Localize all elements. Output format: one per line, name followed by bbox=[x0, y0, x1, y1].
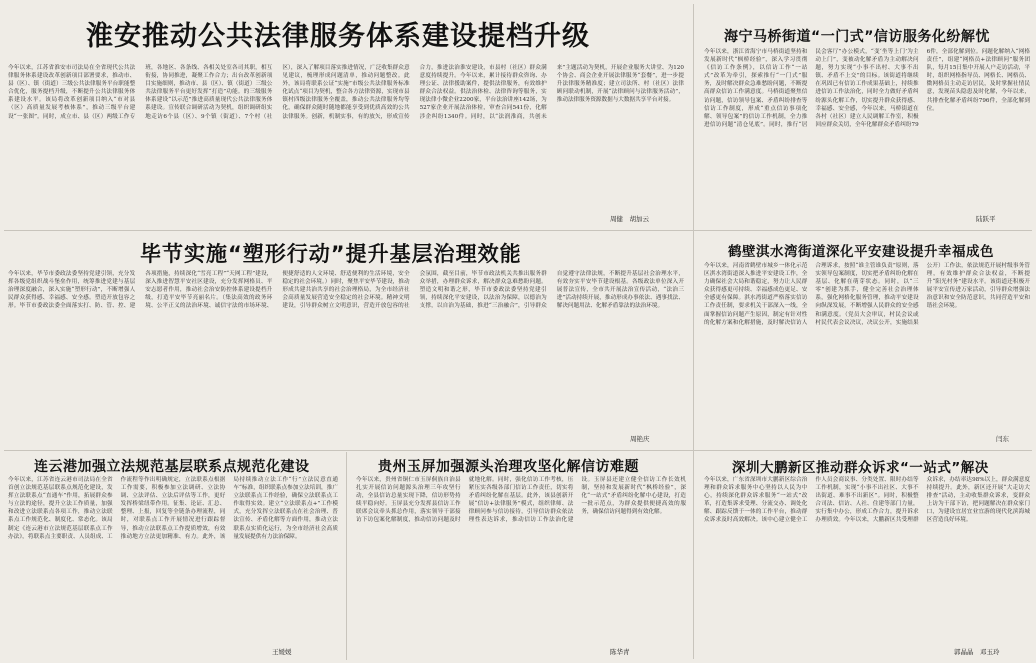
headline-huaian: 淮安推动公共法律服务体系建设提档升级 bbox=[86, 21, 590, 52]
headline-hebi: 鹤壁淇水湾街道深化平安建设提升幸福成色 bbox=[728, 244, 994, 260]
article-lianyungang bbox=[0, 450, 344, 663]
headline-dapeng: 深圳大鹏新区推动群众诉求“一站式”解决 bbox=[732, 460, 989, 476]
article-bijie bbox=[0, 230, 690, 450]
byline-bijie: 周艳庆 bbox=[630, 435, 650, 443]
article-huaian bbox=[0, 0, 690, 230]
headline-bijie: 毕节实施“塑形行动”提升基层治理效能 bbox=[140, 242, 522, 266]
byline-haining: 陆跃平 bbox=[976, 215, 996, 223]
byline-dapeng: 郭晶晶 邓玉玲 bbox=[954, 648, 1000, 656]
headline-haining: 海宁马桥街道“一门式”信访服务化纷解忧 bbox=[724, 29, 990, 45]
article-dapeng bbox=[696, 450, 1036, 663]
body-lianyungang: 今年以来，江苏省连云港市司法局在全省首创立法规范基层联系点规范化建设，发挥立法联系点“直通车”作用，拓展群众参与立法的途径，提升立法工作质量，加强和改进立法联系点各项工作，推动立法联系点工作规范化、制度化、常态化。该局制定《连云港市立法规范基层联系点工作办法》，将联系点主要职责、人员组成、工作流程等作出明确规定，立法联系点根据工作需要，积极参加立法调研、立法协调、立法评估、立法后评估等工作，更好发挥桥梁纽带作用。征集、论证、汇总、整理、上报，回复等全链条办理流程，同时，对联系点工作开展情况进行跟踪督导，推动立法联系点工作提质增效，有效推动地方立法更加精准、有力。此外，该局持续推动立法工作“行”立法民意直通车“标准，组织联系点参加立法培训，推广立法联系点工作经验，确保立法联系点工作取得实效。建立“立法联系点+”工作模式，充分发挥立法联系点在社会治理、普法宣传、矛盾化解等方面作用，推动立法联系点实质化运行，为全市经济社会高质量发展提供有力法治保障。 bbox=[8, 477, 338, 540]
byline-yuping: 陈华青 bbox=[610, 648, 630, 656]
body-haining: 今年以来，浙江省海宁市马桥街道坚持和发展新时代“枫桥经验”，深入学习贯彻《信访工作条例》，以信访工作“一站式”改革为牵引，探索推行“一门式”服务，及时解决群众急难愁盼问题，不断提高群众信访工作满意度。马桥街道聚焦信访问题，信访领导包案、矛盾纠纷排查等信访工作制度，形成“重点信访事项化解、领导包案”的信访工作机制，全力推进信访问题“清仓见底”。同时，推行“居民会客厅”办公模式，“变‘坐等上门’为主动上门”，变被动化解矛盾为主动解决问题，努力实现“小事不出村、大事不出镇、矛盾不上交”的目标。该街道将继续在巩固已有信访工作成果基础上，持续推进信访工作法治化，同时全力做好矛盾纠纷源头化解工作，切实提升群众获得感、幸福感、安全感，今年以来，马桥街道在各村（社区）建立人民调解工作室，积极回应群众关切，全年化解群众矛盾纠纷796件，全部化解到位。问题化解纳入“网格责任”，组建“网格员+法律顾问”服务团队，每月15日集中开展人户走访活动，平时，组织网格指导员、网格长、网格员、微网格员主动走访居民，及时掌握社情民意，发现苗头隐患及时化解，今年以来，共排查化解矛盾纠纷796件，全部化解到位。 bbox=[704, 49, 1030, 128]
column-divider bbox=[346, 452, 347, 660]
article-haining bbox=[696, 0, 1036, 230]
column-divider bbox=[693, 4, 694, 659]
body-yuping: 今年以来，贵州省铜仁市玉屏侗族自治县扎实开展信访问题源头治理三年攻坚行动，全县信访总量实现下降，信访形势持续平稳向好。玉屏县充分发挥县信访工作联席会议牵头抓总作用，落实领导干部接访下访包案化解制度，推动信访问题及时就地化解。同时，强化信访工作考核，压紧压实各级各部门信访工作责任，切实将矛盾纠纷化解在基层。此外，该县创新开展“信访+法律服务”模式，组织律师、法律顾问参与信访接待，引导信访群众依法理性表达诉求，推动信访工作法治化建设。玉屏县还建立健全信访工作长效机制，坚持和发展新时代“枫桥经验”，深化“一站式”矛盾纠纷化解中心建设，打造一批示范点，为群众提供便捷高效的服务，确保信访问题得到有效化解。 bbox=[356, 477, 686, 524]
article-yuping bbox=[348, 450, 692, 663]
byline-huaian: 周健 胡加云 bbox=[610, 215, 649, 223]
body-huaian: 今年以来，江苏省淮安市司法局在全省现代公共法律服务体系建设改革创新项目部署要求，推动市、县（区）、镇（街道）三级公共法律服务平台职能整合优化，服务提档升级，不断提升公共法律服务体系建设水平。该局将改革创新项目纳入“市对县（区）高质量发展考核体系”，推动三级平台建设“一张图”。同时，成立市、县（区）两级工作专班，各地区、各条线、各相关处室各司其职，相互衔接，协同推进，凝聚工作合力；出台改革创新项目实施细则，推动市、县（区）、镇（街道）三级公共法律服务平台更好发挥“打造”功能。的三级服务体系建设“以示范”推进高质量现代公共法律服务体系建设。宣传联合调研活动为契机，组织调研组实地走访6个县（区）、9个镇（街道）、7个村（社区），深入了解项目落实推进情况，广泛收集群众意见建议，梳理形成问题清单，推动问题整改。此外，该局将联系公证“实施”市级公共法律服务标准化试点“项目为契机，整合各方法律资源，实现市县镇村四级法律服务全覆盖，推动公共法律服务均等化，确保群众随时随地都能享受到优质高效的公共法律服务。创新，机制实事，有的放矢，形成宣传合力，推进法治淮安建设，市县村（社区）群众满意度持续提升。今年以来，累计接待群众咨询、办理公证、法律援助案件，提供法律服务，有效维护群众合法权益。供法治体检、法律咨询等服务，实现法律小微企业2200家，平台法治讲座142场，为527家企业开展法治体检，审查合同541份，化解涉企纠纷1340件。同时，以“法润淮商，共创未来”主题活动为契机，开展企业服务大讲堂、为120个协会、商会企业开展法律服务“套餐”，进一步提升法律服务精准度；建立司法所、村（社区）法律顾问联动机制，开展“法律顾问与法律服务活动”，推动法律服务资源数据与大数据共享平台对接。 bbox=[8, 65, 684, 120]
article-hebi bbox=[696, 230, 1036, 450]
headline-lianyungang: 连云港加强立法规范基层联系点规范化建设 bbox=[34, 459, 310, 475]
body-bijie: 今年以来，毕节市委政法委坚持党建引领，充分发挥各级党组织战斗堡垒作用，统筹推进党建与基层治理深度融合，深入实施“塑形行动”，不断增强人民群众获得感、幸福感、安全感。塑造开放包容之形。毕节市委政法委全面落实打、防、管、控、建各项措施，持续深化“雪亮工程”“天网工程”建设，深入推进智慧平安社区建设，充分发挥网格员、平安志愿者作用，推动社会治安防控体系建设提档升级，打造平安毕节亮丽名片。（集法高效的政务环境、公平正义的法治环境、诚信守法的市场环境、便捷舒适的人文环境、舒适便利的生活环境，安全稳定的社会环境。）同时，聚焦平安毕节建设，推动形成共建共治共享的社会治理格局，为全市经济社会高质量发展营造安全稳定的社会环境。精神文明建设，引导群众树立文明意识，营造开放包容的社会氛围，截至目前，毕节市政法机关共推出服务群众举措，办理群众诉求，解决群众急难愁盼问题。塑造文明和谐之形，毕节市委政法委坚持党建引领，持续深化平安建设，以法治为保障，以德治为支撑，以自治为基础，推进“三治融合”，引导群众自觉遵守法律法规，不断提升基层社会治理水平，有效夯实平安毕节建设根基。各级政法单位深入开展普法宣传，全市共开展法治宣传活动，“法治三进”活动持续开展，推动形成办事依法、遇事找法、解决问题用法、化解矛盾靠法的法治环境。 bbox=[8, 271, 684, 310]
byline-lianyungang: 王媛媛 bbox=[272, 648, 292, 656]
body-dapeng: 今年以来，广东省深圳市大鹏新区综合治理和群众诉求服务中心坚持以人民为中心，持续深化群众诉求服务“一站式”改革，打造集诉求受理、分流交办、调处化解、跟踪反馈于一体的工作平台，推动群众诉求及时高效解决。该中心建立健全工作人员会商议事、分类处置、限时办结等工作机制，实现“小事不出社区、大事不出街道、难事不出新区”。同时，积极整合司法、信访、人社、住建等部门力量，实行集中办公，形成工作合力，提升诉求办理质效。今年以来，大鹏新区共受理群众诉求，办结率达98%以上，群众满意度持续提升。此外，新区还开展“大走访大排查”活动，主动收集群众诉求，变群众上访为干部下访，把问题解决在群众家门口，为建设宜居宜业宜游的现代化滨海城区营造良好环境。 bbox=[704, 477, 1030, 524]
headline-yuping: 贵州玉屏加强源头治理攻坚化解信访难题 bbox=[378, 459, 639, 475]
byline-hebi: 闫东 bbox=[996, 435, 1009, 443]
body-hebi: 今年以来，河南省鹤壁市城乡一体化示范区淇水湾街道深入推进平安建设工作，全力确保社会大局和谐稳定，努力让人民群众获得感更可持续、幸福感成色更足、安全感更有保障。淇水湾街道严格落实信访工作责任制，要求机关干部深入一线，全面掌握信访问题产生原因，制定有针对性的化解方案和化解措施，及时解决信访人合理诉求，按照“谁主管谁负责”原则，落实领导包案制度，切实把矛盾纠纷化解在基层、化解在萌芽状态。同时，以“三零”创建为抓手，健全完善社会治理体系，强化网格化服务管理，推动平安建设向纵深发展，不断增强人民群众的安全感和满意度。（党员大会审议，村民会议或村民代表会议决议，决议公开，实施结果公开）工作法，依法规范开展村级事务管理，有效维护群众合法权益，不断提升“阳光村务”建设水平。该街道还积极开展平安宣传进万家活动，引导群众增强法治意识和安全防范意识，共同营造平安和谐社会环境。 bbox=[704, 263, 1030, 326]
